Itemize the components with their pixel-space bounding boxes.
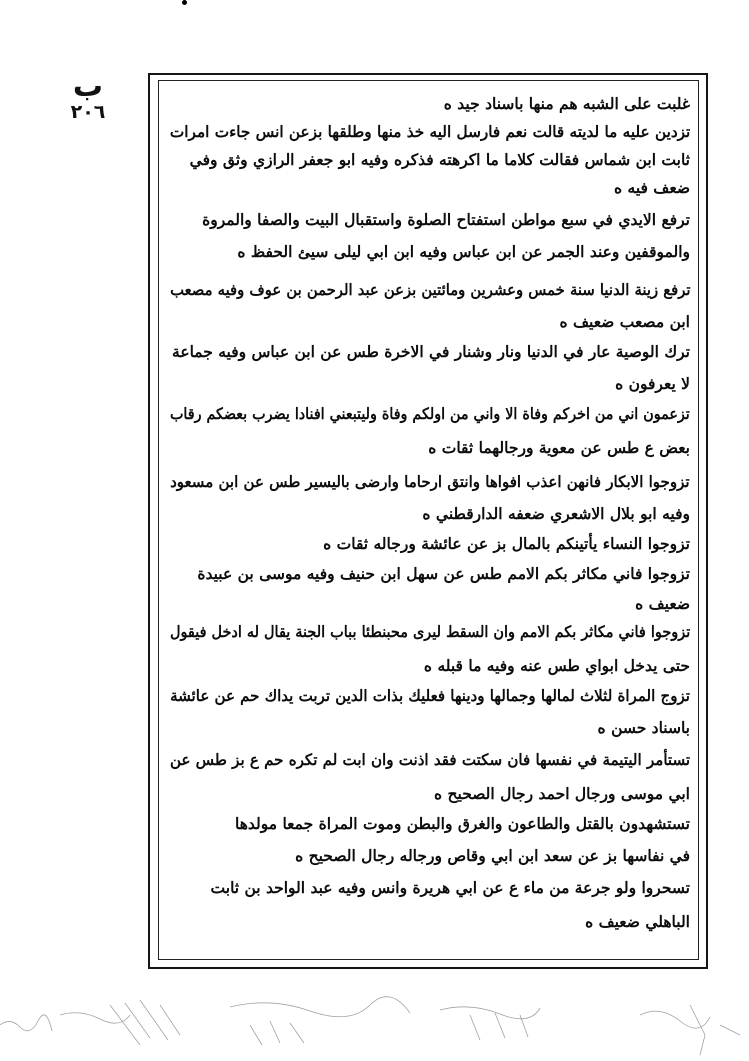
text-line: ابي موسى ورجال احمد رجال الصحيح ه bbox=[434, 784, 690, 803]
text-line: تزوجوا النساء يأتينكم بالمال بز عن عائشة ورجاله ثقات ه bbox=[323, 534, 690, 553]
text-line: والموقفين وعند الجمر عن ابن عباس وفيه ابن ابي ليلى سيئ الحفظ ه bbox=[237, 242, 690, 261]
text-line: تسحروا ولو جرعة من ماء ع عن ابي هريرة وانس وفيه عبد الواحد بن ثابت bbox=[210, 878, 690, 897]
text-line: ابن مصعب ضعيف ه bbox=[559, 312, 690, 331]
text-line: ترك الوصية عار في الدنيا ونار وشنار في الاخرة طس عن ابن عباس وفيه جماعة bbox=[172, 342, 690, 361]
text-line: ثابت ابن شماس فقالت كلاما ما اكرهته فذكره وفيه ابو جعفر الرازي وثق وفي bbox=[189, 150, 690, 169]
text-line: تزدين عليه ما لديته قالت نعم فارسل اليه خذ منها وطلقها بزعن انس جاءت امرات bbox=[169, 122, 690, 141]
text-line: غلبت على الشبه هم منها باسناد جيد ه bbox=[443, 94, 690, 113]
ink-dot bbox=[182, 0, 187, 5]
text-line: الباهلي ضعيف ه bbox=[585, 912, 690, 931]
text-line: تزوجوا فاني مكاثر بكم الامم طس عن سهل ابن حنيف وفيه موسى بن عبيدة bbox=[197, 564, 690, 583]
text-line: تزعمون اني من اخركم وفاة الا واني من اولكم وفاة وليتبعني افنادا يضرب بعضكم رقاب bbox=[170, 404, 690, 423]
text-line: وفيه ابو بلال الاشعري ضعفه الدارقطني ه bbox=[422, 504, 690, 523]
text-line: باسناد حسن ه bbox=[597, 718, 690, 737]
folio-letter: ب bbox=[72, 69, 104, 104]
text-line: ترفع زينة الدنيا سنة خمس وعشرين ومائتين بزعن عبد الرحمن بن عوف وفيه مصعب bbox=[169, 280, 690, 299]
text-line: ضعيف ه bbox=[635, 594, 690, 613]
folio-number bbox=[58, 69, 118, 123]
folio-digits: ٢٠٦ bbox=[70, 101, 106, 123]
text-line: ترفع الايدي في سبع مواطن استفتاح الصلوة واستقبال البيت والصفا والمروة bbox=[202, 210, 690, 229]
text-line: تستأمر اليتيمة في نفسها فان سكتت فقد اذنت وان ابت لم تكره حم ع بز طس عن bbox=[169, 750, 690, 769]
text-line: لا يعرفون ه bbox=[615, 374, 690, 393]
text-line: تزوجوا فاني مكاثر بكم الامم وان السقط ليرى محبنطئا بباب الجنة يقال له ادخل فيقول bbox=[169, 622, 690, 641]
text-line: تزوج المراة لثلاث لمالها وجمالها ودينها فعليك بذات الدين تربت يداك حم عن عائشة bbox=[170, 686, 690, 705]
text-line: تزوجوا الابكار فانهن اعذب افواها وانتق ارحاما وارضى باليسير طس عن ابن مسعود bbox=[170, 472, 690, 491]
text-line: ضعف فيه ه bbox=[614, 178, 690, 197]
bleed-through-scribble bbox=[0, 985, 749, 1061]
text-line: تستشهدون بالقتل والطاعون والغرق والبطن وموت المراة جمعا مولدها bbox=[234, 814, 690, 833]
text-line: في نفاسها بز عن سعد ابن ابي وقاص ورجاله رجال الصحيح ه bbox=[295, 846, 690, 865]
text-line: بعض ع طس عن معوية ورجالهما ثقات ه bbox=[428, 438, 690, 457]
text-line: حتى يدخل ابواي طس عنه وفيه ما قبله ه bbox=[423, 656, 690, 675]
